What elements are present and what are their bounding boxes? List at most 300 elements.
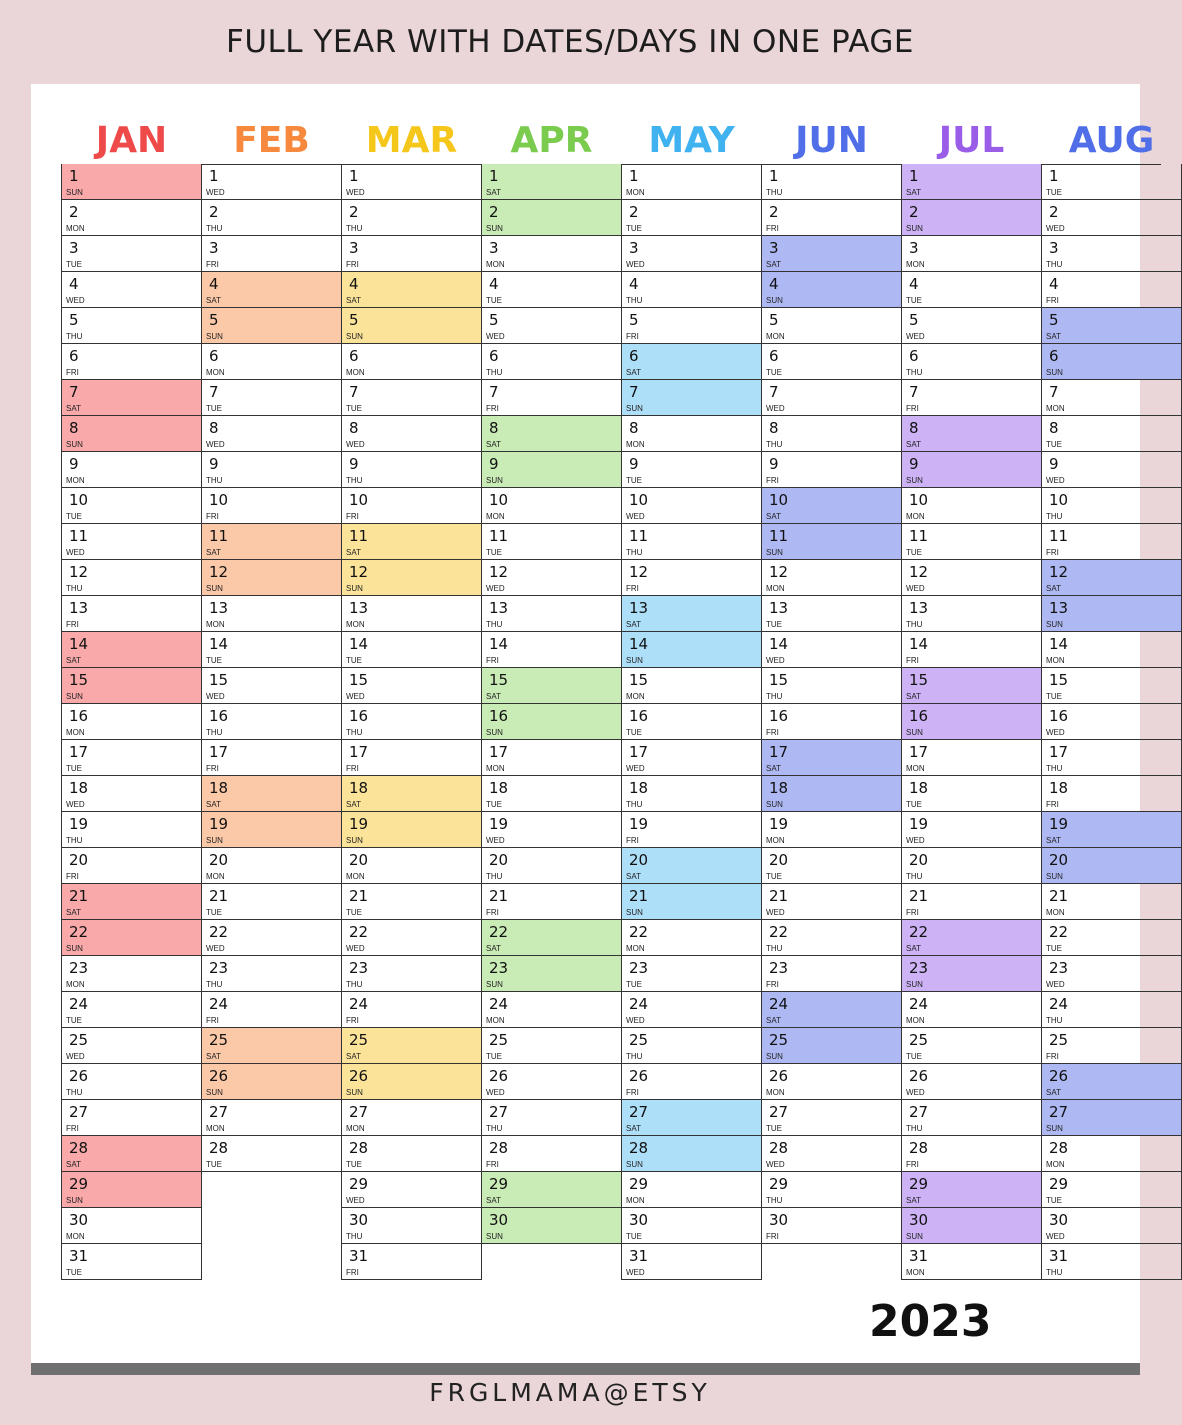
day-cell: [1042, 272, 1182, 308]
day-cell: [62, 632, 202, 668]
day-number: 9: [769, 455, 779, 473]
day-cell: [62, 1136, 202, 1172]
day-cell: [762, 488, 902, 524]
day-of-week: WED: [626, 1016, 645, 1025]
day-of-week: FRI: [346, 764, 359, 773]
day-of-week: SUN: [906, 728, 923, 737]
day-of-week: SUN: [906, 1232, 923, 1241]
day-of-week: MON: [626, 944, 645, 953]
day-cell: [902, 812, 1042, 848]
day-of-week: MON: [346, 620, 365, 629]
day-cell: [1042, 956, 1182, 992]
day-number: 19: [629, 815, 649, 833]
day-cell: [622, 740, 762, 776]
day-of-week: WED: [346, 692, 365, 701]
day-cell: [342, 200, 482, 236]
day-number: 13: [769, 599, 789, 617]
day-of-week: SAT: [626, 1124, 641, 1133]
day-number: 22: [909, 923, 929, 941]
day-of-week: FRI: [766, 728, 779, 737]
day-number: 7: [69, 383, 79, 401]
day-number: 13: [349, 599, 369, 617]
day-number: 13: [209, 599, 229, 617]
day-number: 26: [349, 1067, 369, 1085]
day-number: 5: [209, 311, 219, 329]
day-cell: [482, 200, 622, 236]
day-number: 11: [69, 527, 89, 545]
day-number: 4: [629, 275, 639, 293]
day-of-week: MON: [626, 1196, 645, 1205]
day-of-week: SUN: [486, 476, 503, 485]
day-of-week: WED: [1046, 980, 1065, 989]
day-cell: [62, 452, 202, 488]
day-of-week: SAT: [766, 1016, 781, 1025]
day-cell: [1042, 452, 1182, 488]
day-cell: [342, 1172, 482, 1208]
day-cell: [342, 1136, 482, 1172]
day-cell: [902, 200, 1042, 236]
day-number: 22: [629, 923, 649, 941]
day-of-week: TUE: [1046, 944, 1062, 953]
day-of-week: THU: [66, 584, 83, 593]
day-number: 15: [909, 671, 929, 689]
day-cell: [62, 524, 202, 560]
day-cell: [622, 1028, 762, 1064]
day-cell: [762, 1208, 902, 1244]
day-number: 23: [909, 959, 929, 977]
day-number: 2: [489, 203, 499, 221]
day-cell: [762, 452, 902, 488]
day-number: 5: [489, 311, 499, 329]
day-of-week: SUN: [346, 332, 363, 341]
day-cell: [902, 1172, 1042, 1208]
day-cell: [902, 668, 1042, 704]
day-number: 2: [69, 203, 79, 221]
day-cell: [902, 704, 1042, 740]
day-cell: [482, 1028, 622, 1064]
day-cell: [1042, 236, 1182, 272]
day-of-week: SUN: [486, 980, 503, 989]
day-cell: [482, 488, 622, 524]
day-cell: [1042, 704, 1182, 740]
day-number: 8: [909, 419, 919, 437]
day-of-week: THU: [1046, 1268, 1063, 1277]
day-cell: [1042, 164, 1182, 200]
day-of-week: TUE: [766, 368, 782, 377]
day-cell: [902, 848, 1042, 884]
day-number: 21: [489, 887, 509, 905]
day-of-week: TUE: [346, 404, 362, 413]
day-number: 5: [769, 311, 779, 329]
day-number: 19: [209, 815, 229, 833]
day-of-week: TUE: [346, 1160, 362, 1169]
day-of-week: WED: [346, 1196, 365, 1205]
day-of-week: SUN: [1046, 872, 1063, 881]
day-of-week: MON: [906, 764, 925, 773]
day-number: 20: [909, 851, 929, 869]
day-number: 1: [909, 167, 919, 185]
day-number: 9: [209, 455, 219, 473]
day-of-week: WED: [766, 908, 785, 917]
day-number: 27: [629, 1103, 649, 1121]
day-number: 28: [69, 1139, 89, 1157]
day-of-week: SAT: [1046, 332, 1061, 341]
day-of-week: MON: [906, 512, 925, 521]
day-cell: [622, 272, 762, 308]
day-of-week: THU: [1046, 1016, 1063, 1025]
day-of-week: FRI: [486, 404, 499, 413]
day-of-week: SAT: [486, 944, 501, 953]
day-number: 29: [69, 1175, 89, 1193]
day-of-week: SAT: [906, 440, 921, 449]
day-of-week: WED: [66, 296, 85, 305]
day-number: 25: [909, 1031, 929, 1049]
day-cell: [622, 452, 762, 488]
day-cell: [482, 164, 622, 200]
day-cell: [622, 308, 762, 344]
day-of-week: SAT: [1046, 1088, 1061, 1097]
month-column-0: [61, 164, 202, 1280]
day-cell: [482, 1136, 622, 1172]
day-number: 12: [489, 563, 509, 581]
day-of-week: SUN: [206, 836, 223, 845]
day-of-week: SUN: [346, 836, 363, 845]
day-number: 21: [629, 887, 649, 905]
day-number: 7: [629, 383, 639, 401]
day-of-week: WED: [346, 440, 365, 449]
day-of-week: FRI: [626, 584, 639, 593]
day-number: 18: [1049, 779, 1069, 797]
day-number: 14: [769, 635, 789, 653]
day-cell: [342, 344, 482, 380]
day-number: 21: [349, 887, 369, 905]
day-number: 3: [209, 239, 219, 257]
day-cell: [482, 236, 622, 272]
day-cell: [1042, 1172, 1182, 1208]
day-cell: [202, 1028, 342, 1064]
day-number: 29: [1049, 1175, 1069, 1193]
day-cell: [482, 1100, 622, 1136]
day-number: 6: [349, 347, 359, 365]
day-cell: [902, 1100, 1042, 1136]
day-of-week: SUN: [66, 692, 83, 701]
day-of-week: FRI: [626, 1088, 639, 1097]
day-number: 8: [629, 419, 639, 437]
day-of-week: SAT: [486, 440, 501, 449]
day-cell: [902, 164, 1042, 200]
day-cell: [762, 740, 902, 776]
day-cell: [342, 1028, 482, 1064]
day-of-week: FRI: [346, 1016, 359, 1025]
day-of-week: THU: [1046, 260, 1063, 269]
day-of-week: TUE: [626, 1232, 642, 1241]
day-cell: [202, 776, 342, 812]
day-of-week: SAT: [1046, 836, 1061, 845]
day-number: 1: [489, 167, 499, 185]
day-number: 11: [909, 527, 929, 545]
day-cell: [1042, 200, 1182, 236]
day-number: 23: [69, 959, 89, 977]
day-of-week: THU: [346, 224, 363, 233]
day-of-week: TUE: [486, 800, 502, 809]
day-of-week: MON: [346, 368, 365, 377]
day-number: 23: [349, 959, 369, 977]
calendar-sheet: [31, 84, 1155, 1363]
day-cell: [62, 488, 202, 524]
day-of-week: TUE: [66, 764, 82, 773]
day-number: 17: [349, 743, 369, 761]
day-cell: [62, 308, 202, 344]
day-of-week: WED: [486, 836, 505, 845]
day-of-week: SUN: [906, 476, 923, 485]
day-number: 18: [769, 779, 789, 797]
day-number: 29: [769, 1175, 789, 1193]
day-of-week: SAT: [346, 1052, 361, 1061]
day-of-week: SUN: [626, 404, 643, 413]
day-of-week: MON: [1046, 908, 1065, 917]
day-of-week: MON: [1046, 1160, 1065, 1169]
day-cell: [1042, 380, 1182, 416]
month-header-4: MAY: [648, 120, 735, 161]
day-number: 9: [629, 455, 639, 473]
day-of-week: WED: [206, 944, 225, 953]
day-cell: [902, 308, 1042, 344]
day-of-week: WED: [486, 584, 505, 593]
day-of-week: TUE: [906, 548, 922, 557]
day-of-week: TUE: [486, 1052, 502, 1061]
day-cell: [202, 272, 342, 308]
day-cell: [482, 416, 622, 452]
day-cell: [762, 668, 902, 704]
month-header-3: APR: [510, 120, 593, 161]
day-number: 2: [1049, 203, 1059, 221]
day-cell: [1042, 416, 1182, 452]
day-cell: [342, 704, 482, 740]
day-number: 24: [209, 995, 229, 1013]
day-of-week: THU: [206, 728, 223, 737]
day-of-week: WED: [626, 1268, 645, 1277]
day-of-week: FRI: [766, 476, 779, 485]
day-number: 4: [909, 275, 919, 293]
day-of-week: SAT: [486, 188, 501, 197]
day-of-week: SUN: [66, 440, 83, 449]
day-cell: [482, 452, 622, 488]
day-cell: [342, 488, 482, 524]
day-number: 2: [349, 203, 359, 221]
day-cell: [622, 1100, 762, 1136]
day-cell: [342, 272, 482, 308]
day-number: 11: [209, 527, 229, 545]
day-number: 2: [769, 203, 779, 221]
day-number: 1: [209, 167, 219, 185]
day-of-week: THU: [906, 1124, 923, 1133]
day-cell: [202, 380, 342, 416]
day-of-week: THU: [766, 1196, 783, 1205]
day-number: 18: [69, 779, 89, 797]
day-cell: [902, 1136, 1042, 1172]
day-of-week: WED: [206, 188, 225, 197]
day-number: 27: [69, 1103, 89, 1121]
day-number: 10: [909, 491, 929, 509]
day-number: 20: [209, 851, 229, 869]
day-cell: [1042, 596, 1182, 632]
day-number: 26: [489, 1067, 509, 1085]
day-number: 6: [629, 347, 639, 365]
day-number: 18: [629, 779, 649, 797]
day-cell: [202, 1064, 342, 1100]
day-number: 9: [1049, 455, 1059, 473]
month-column-4: [621, 164, 762, 1280]
day-of-week: THU: [206, 980, 223, 989]
day-number: 9: [909, 455, 919, 473]
day-cell: [482, 776, 622, 812]
day-of-week: SAT: [206, 1052, 221, 1061]
day-number: 26: [1049, 1067, 1069, 1085]
day-number: 25: [629, 1031, 649, 1049]
day-number: 26: [629, 1067, 649, 1085]
day-of-week: WED: [346, 188, 365, 197]
day-cell: [62, 1208, 202, 1244]
day-cell: [202, 200, 342, 236]
day-cell: [1042, 1244, 1182, 1280]
day-of-week: TUE: [206, 908, 222, 917]
day-number: 24: [69, 995, 89, 1013]
day-of-week: THU: [206, 224, 223, 233]
day-number: 25: [1049, 1031, 1069, 1049]
day-of-week: THU: [346, 1232, 363, 1241]
day-number: 7: [349, 383, 359, 401]
day-of-week: MON: [906, 1268, 925, 1277]
day-number: 27: [769, 1103, 789, 1121]
day-of-week: TUE: [66, 1016, 82, 1025]
month-column-6: [901, 164, 1042, 1280]
day-cell: [482, 956, 622, 992]
day-number: 17: [769, 743, 789, 761]
day-of-week: SUN: [486, 1232, 503, 1241]
day-of-week: MON: [66, 980, 85, 989]
day-cell: [62, 848, 202, 884]
day-number: 23: [629, 959, 649, 977]
day-of-week: FRI: [766, 224, 779, 233]
day-of-week: FRI: [66, 872, 79, 881]
day-number: 14: [1049, 635, 1069, 653]
day-of-week: SAT: [346, 800, 361, 809]
day-cell: [622, 416, 762, 452]
day-cell: [62, 668, 202, 704]
day-cell: [482, 344, 622, 380]
day-cell: [62, 272, 202, 308]
day-cell: [1042, 1028, 1182, 1064]
day-of-week: SAT: [626, 620, 641, 629]
day-number: 27: [209, 1103, 229, 1121]
day-number: 18: [209, 779, 229, 797]
day-of-week: SUN: [66, 188, 83, 197]
day-number: 9: [489, 455, 499, 473]
day-number: 24: [489, 995, 509, 1013]
day-cell: [202, 164, 342, 200]
day-number: 27: [349, 1103, 369, 1121]
day-of-week: MON: [1046, 404, 1065, 413]
day-number: 17: [909, 743, 929, 761]
day-number: 7: [209, 383, 219, 401]
day-cell: [482, 560, 622, 596]
day-cell: [482, 380, 622, 416]
day-of-week: THU: [906, 368, 923, 377]
day-cell: [902, 632, 1042, 668]
day-number: 15: [349, 671, 369, 689]
month-header-5: JUN: [795, 120, 868, 161]
day-cell: [622, 1064, 762, 1100]
day-cell: [62, 200, 202, 236]
day-number: 30: [769, 1211, 789, 1229]
day-cell: [762, 524, 902, 560]
day-cell: [762, 1136, 902, 1172]
month-header-0: JAN: [95, 120, 168, 161]
day-cell: [762, 560, 902, 596]
day-of-week: THU: [486, 1124, 503, 1133]
day-of-week: WED: [906, 584, 925, 593]
day-cell: [622, 920, 762, 956]
day-number: 17: [209, 743, 229, 761]
day-number: 12: [69, 563, 89, 581]
day-of-week: SAT: [346, 296, 361, 305]
day-number: 10: [69, 491, 89, 509]
day-of-week: WED: [626, 260, 645, 269]
day-cell: [202, 812, 342, 848]
day-of-week: SUN: [206, 1088, 223, 1097]
day-cell: [1042, 560, 1182, 596]
day-cell: [902, 884, 1042, 920]
day-number: 9: [69, 455, 79, 473]
day-of-week: WED: [626, 764, 645, 773]
day-cell: [622, 632, 762, 668]
day-of-week: SAT: [906, 188, 921, 197]
day-cell: [202, 632, 342, 668]
day-of-week: FRI: [206, 764, 219, 773]
day-of-week: TUE: [1046, 440, 1062, 449]
day-of-week: THU: [486, 368, 503, 377]
day-of-week: WED: [486, 1088, 505, 1097]
day-of-week: WED: [66, 1052, 85, 1061]
day-cell: [622, 596, 762, 632]
day-number: 30: [349, 1211, 369, 1229]
day-number: 14: [349, 635, 369, 653]
day-number: 25: [69, 1031, 89, 1049]
day-of-week: SAT: [906, 1196, 921, 1205]
day-number: 16: [209, 707, 229, 725]
day-cell: [482, 920, 622, 956]
day-cell: [622, 1244, 762, 1280]
day-number: 3: [489, 239, 499, 257]
day-number: 15: [629, 671, 649, 689]
day-of-week: THU: [346, 476, 363, 485]
day-number: 23: [489, 959, 509, 977]
day-cell: [342, 992, 482, 1028]
day-number: 26: [209, 1067, 229, 1085]
day-number: 8: [349, 419, 359, 437]
day-cell: [62, 812, 202, 848]
day-of-week: THU: [906, 620, 923, 629]
day-of-week: WED: [766, 656, 785, 665]
day-cell: [622, 704, 762, 740]
day-number: 3: [629, 239, 639, 257]
day-cell: [202, 1100, 342, 1136]
day-cell: [902, 344, 1042, 380]
day-of-week: FRI: [906, 908, 919, 917]
day-cell: [62, 416, 202, 452]
day-number: 21: [209, 887, 229, 905]
day-cell: [902, 1028, 1042, 1064]
